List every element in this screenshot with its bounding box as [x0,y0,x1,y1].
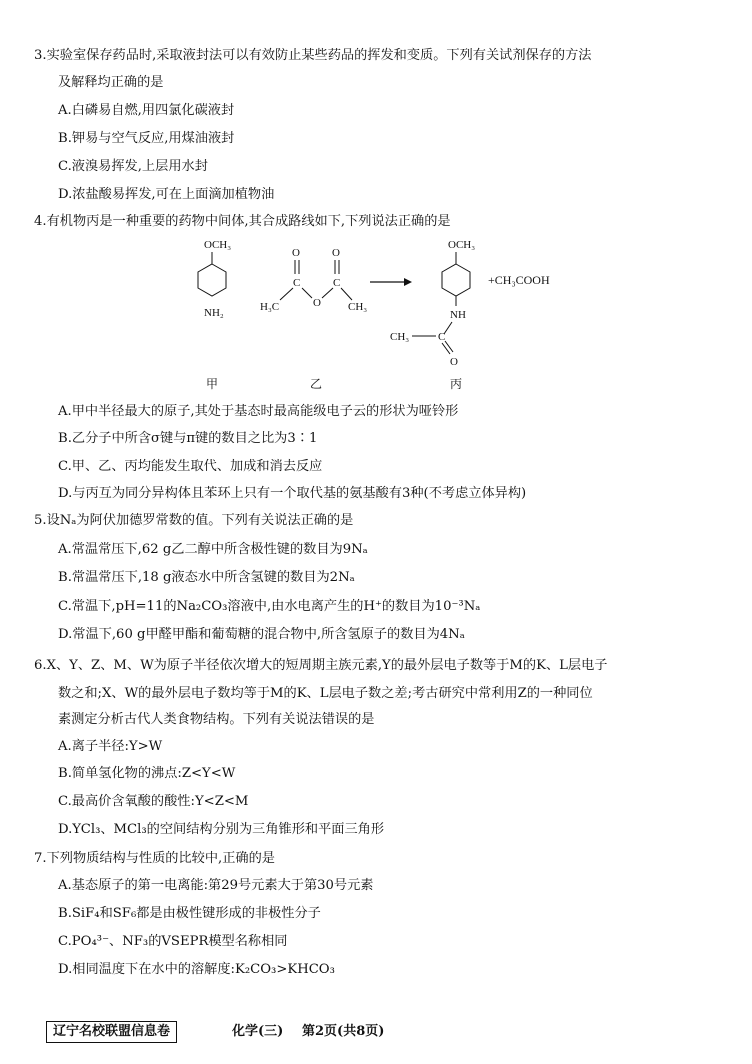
q6-stem-line1: 6.X、Y、Z、M、W为原子半径依次增大的短周期主族元素,Y的最外层电子数等于M的K、L层电子 [34,658,608,673]
compound-bing [390,239,550,368]
q5-stem: 5.设Nₐ为阿伏加德罗常数的值。下列有关说法正确的是 [34,513,354,528]
yi-h3c: H₃C [260,301,280,313]
q6-option-b: B.简单氢化物的沸点:Z<Y<W [58,766,236,781]
q5-option-d: D.常温下,60 g甲醛甲酯和葡萄糖的混合物中,所含氢原子的数目为4Nₐ [58,627,465,642]
compound-yi [260,247,367,313]
q4-option-d: D.与丙互为同分异构体且苯环上只有一个取代基的氨基酸有3种(不考虑立体异构) [58,486,527,501]
compound-jia [198,239,231,319]
bing-o: O [450,356,458,368]
league-badge: 辽宁名校联盟信息卷 [46,1021,177,1043]
yi-c2: C [333,277,341,289]
byproduct-acetic-acid: +CH₃COOH [488,273,550,287]
q3-option-b: B.钾易与空气反应,用煤油液封 [58,131,235,146]
label-bing: 丙 [450,377,463,391]
q4-option-a: A.甲中半径最大的原子,其处于基态时最高能级电子云的形状为哑铃形 [58,404,459,419]
q7-option-d: D.相同温度下在水中的溶解度:K₂CO₃>KHCO₃ [58,962,335,977]
label-yi: 乙 [310,377,323,391]
q4-option-b: B.乙分子中所含σ键与π键的数目之比为3∶1 [58,431,318,446]
q3-stem-line1: 3.实验室保存药品时,采取液封法可以有效防止某些药品的挥发和变质。下列有关试剂保存的方法 [34,48,592,63]
reaction-arrow [370,278,412,286]
yi-o-top1: O [292,247,300,259]
q6-stem-line3: 素测定分析古代人类食物结构。下列有关说法错误的是 [58,712,375,727]
q6-option-a: A.离子半径:Y>W [58,739,163,754]
q7-stem: 7.下列物质结构与性质的比较中,正确的是 [34,851,275,866]
q6-option-c: C.最高价含氧酸的酸性:Y<Z<M [58,794,249,809]
q5-option-b: B.常温常压下,18 g液态水中所含氢键的数目为2Nₐ [58,570,355,585]
yi-o-top2: O [332,247,340,259]
bing-och3: OCH₃ [448,239,476,251]
q7-option-b: B.SiF₄和SF₆都是由极性键形成的非极性分子 [58,906,321,921]
q4-synthesis-scheme [180,232,600,400]
q3-option-d: D.浓盐酸易挥发,可在上面滴加植物油 [58,187,275,202]
bing-c: C [438,331,446,343]
q4-option-c: C.甲、乙、丙均能发生取代、加成和消去反应 [58,459,323,474]
yi-o-mid: O [313,297,321,309]
jia-nh2: NH₂ [204,307,224,319]
jia-benzene-ring [198,264,226,296]
page-number: 第2页(共8页) [302,1024,385,1039]
q7-option-c: C.PO₄³⁻、NF₃的VSEPR模型名称相同 [58,934,288,949]
q6-stem-line2: 数之和;X、W的最外层电子数均等于M的K、L层电子数之差;考古研究中常利用Z的一种同位 [58,686,593,701]
bing-benzene-ring [442,264,470,296]
q5-option-c: C.常温下,pH=11的Na₂CO₃溶液中,由水电离产生的H⁺的数目为10⁻³Nₐ [58,599,481,614]
q6-option-d: D.YCl₃、MCl₃的空间结构分别为三角锥形和平面三角形 [58,822,385,837]
q4-stem: 4.有机物丙是一种重要的药物中间体,其合成路线如下,下列说法正确的是 [34,214,451,229]
subject-label: 化学(三) [232,1024,284,1039]
yi-ch3: CH₃ [348,301,368,313]
q3-option-c: C.液溴易挥发,上层用水封 [58,159,208,174]
q3-stem-line2: 及解释均正确的是 [58,75,164,90]
bing-ch3: CH₃ [390,331,410,343]
q3-option-a: A.白磷易自燃,用四氯化碳液封 [58,103,235,118]
page-footer [0,1021,752,1043]
q5-option-a: A.常温常压下,62 g乙二醇中所含极性键的数目为9Nₐ [58,542,368,557]
q7-option-a: A.基态原子的第一电离能:第29号元素大于第30号元素 [58,878,374,893]
yi-c1: C [293,277,301,289]
bing-nh: NH [450,309,466,321]
label-jia: 甲 [206,377,219,391]
jia-och3: OCH₃ [204,239,232,251]
